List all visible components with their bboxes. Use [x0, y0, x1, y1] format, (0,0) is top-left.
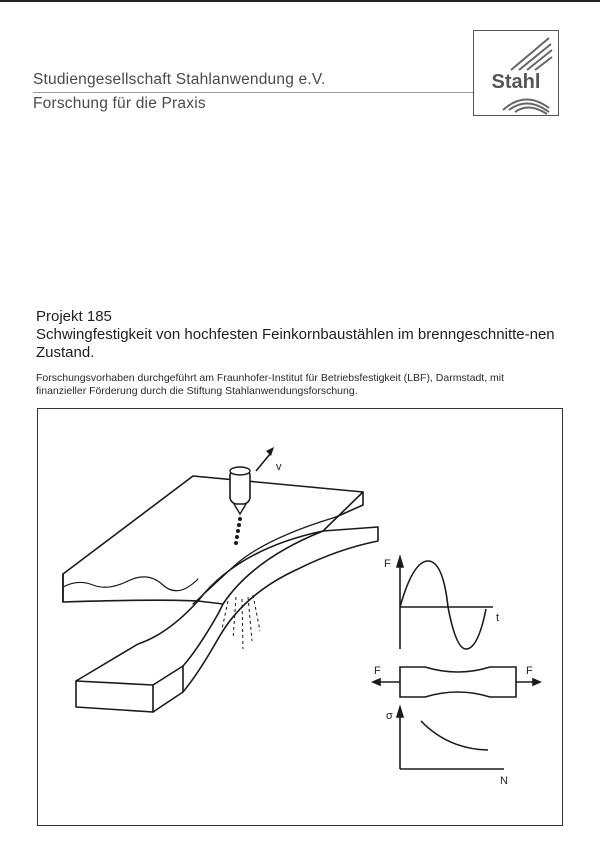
spark-spray [222, 595, 260, 649]
force-axis-label: F [384, 558, 391, 570]
travel-direction-arrow [256, 447, 282, 473]
publisher-tagline: Forschung für die Praxis [33, 95, 206, 112]
top-border-line [0, 0, 600, 2]
time-axis-label: t [496, 612, 500, 624]
logo-wordmark: Stahl [491, 71, 541, 93]
project-number: Projekt 185 [36, 308, 112, 325]
publisher-name: Studiengesellschaft Stahlanwendung e.V. [33, 71, 326, 88]
stahl-logo-graphic [473, 30, 559, 116]
flame-cutting-diagram [38, 409, 564, 827]
cover-illustration [37, 408, 563, 826]
stress-axis-label: σ [386, 710, 393, 722]
project-funding-note: Forschungsvorhaben durchgeführt am Fraunhofer-Institut für Betriebsfestigkeit (LBF), Darmstadt, mit finanzieller Förderung durch die Stiftung Stahlanwendungsforschung. [36, 372, 505, 397]
cycles-axis-label: N [500, 775, 508, 787]
force-right-label: F [526, 665, 533, 677]
project-title: Schwingfestigkeit von hochfesten Feinkornbaustählen im brenngeschnitte-nen Zustand. [36, 326, 555, 361]
specimen-tension-sketch [373, 667, 540, 697]
force-left-label: F [374, 665, 381, 677]
stress-cycles-plot [397, 707, 504, 769]
velocity-label: v [276, 461, 282, 473]
stahl-logo [473, 30, 559, 116]
header-rule [33, 92, 478, 93]
cutting-torch [230, 467, 250, 545]
force-time-plot [397, 557, 493, 649]
lower-plate-top-face [76, 531, 323, 681]
